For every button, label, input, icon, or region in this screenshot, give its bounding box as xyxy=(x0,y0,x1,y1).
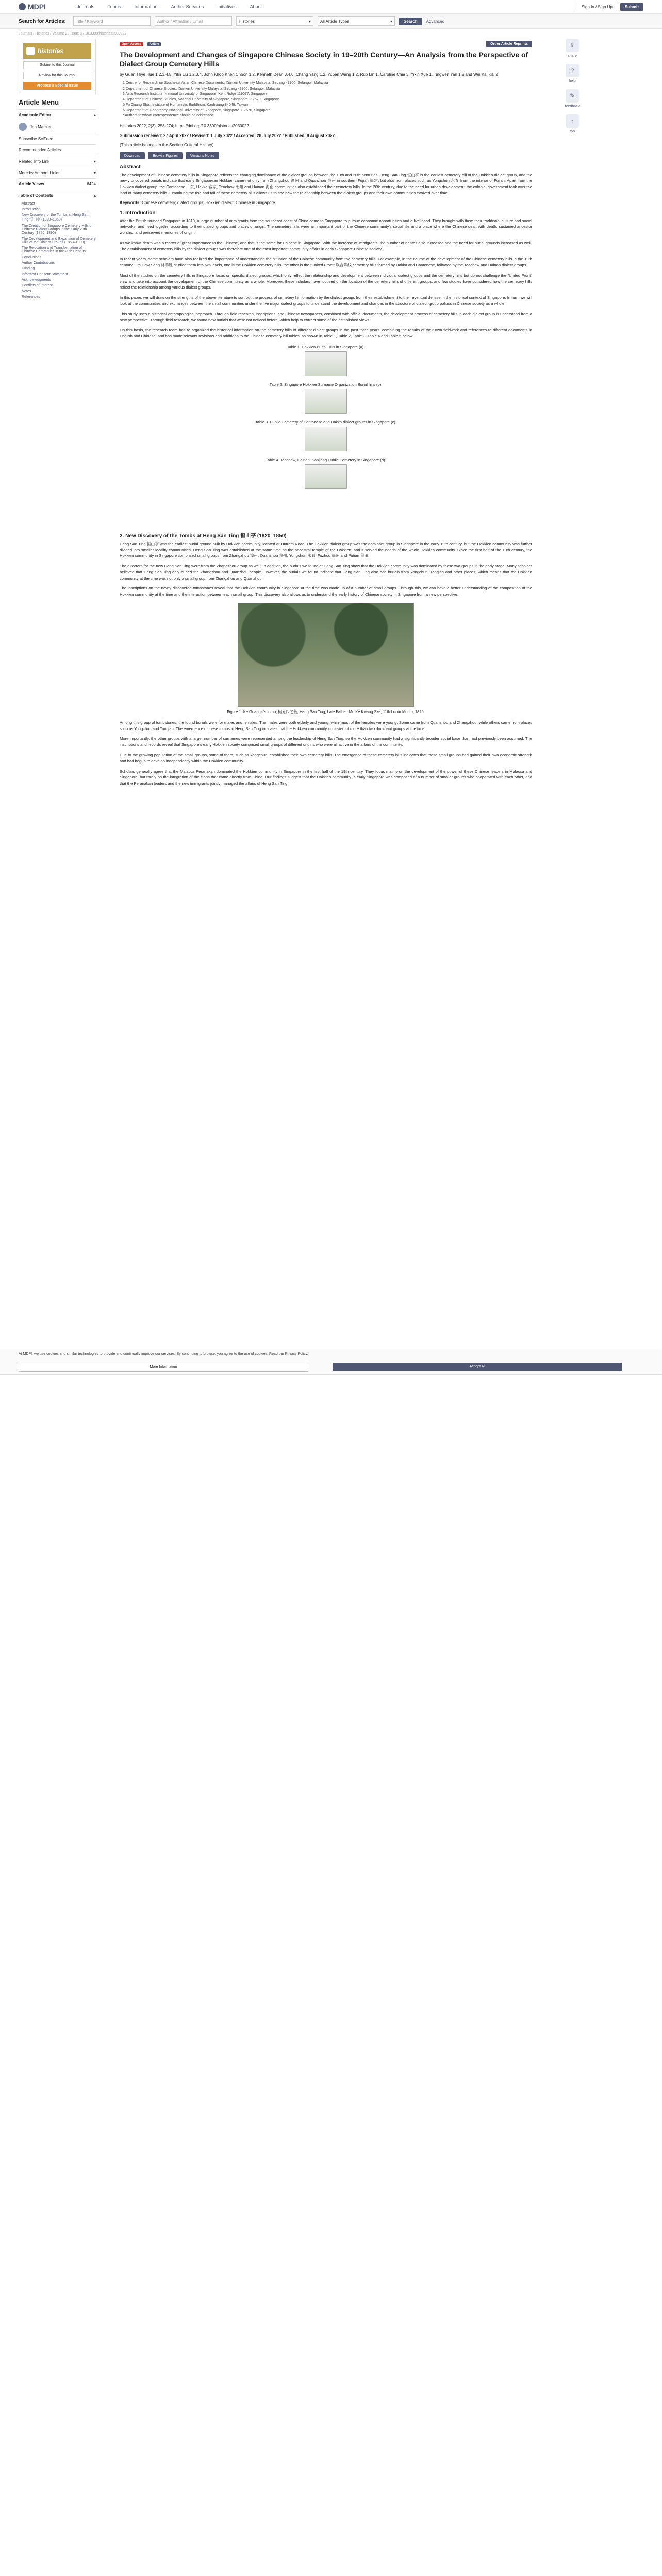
toc-item[interactable]: The Relocation and Transformation of Chinese Cemeteries in the 20th Century xyxy=(22,246,86,253)
article-type-select[interactable]: All Article Types ▾ xyxy=(318,16,395,26)
abstract-heading: Abstract xyxy=(120,164,141,170)
title-keyword-input[interactable]: Title / Keyword xyxy=(73,16,151,26)
journal-logo[interactable]: histories xyxy=(23,43,91,59)
article-type-badge: Article xyxy=(147,42,161,46)
paragraph: Due to the growing population of the small groups, some of them, such as Yongchun, established their own cemetery hills. The emergence of these cemetery hills indicates that these small groups had gained their own economic strength and had begun to develop independently within the Hokkien community. xyxy=(120,753,532,764)
download-button[interactable]: Download xyxy=(120,152,145,159)
table-4 xyxy=(120,457,532,490)
paragraph: As we know, death was a matter of great importance to the Chinese, and that is the same for Chinese in Singapore. With the increase of immigrants, the number of deaths also increased and the need for burial grounds increased as well. The establishment of cemetery hills by the dialect groups was therefore one of the most important community affairs in early Singapore Chinese society. xyxy=(120,240,532,251)
cookie-accept-button[interactable]: Accept All xyxy=(333,1363,622,1371)
paragraph: After the British founded Singapore in 1819, a large number of immigrants from the southeast coast of China came to Singapore to pursue economic opportunities and a livelihood. They brought with them their traditional culture and social networks, and lived together according to their dialect groups and places of origin. The cemetery hills were an important part of the Chinese community's social life and a place where the Chinese dealt with death, sustained ancestor worship, and preserved memories of origin. xyxy=(120,218,532,235)
propose-special-issue-button[interactable]: Propose a Special Issue xyxy=(23,82,91,90)
paragraph: Among this group of tombstones, the found burials were for males and females. The males were both elderly and young, while most of the females were young. Some came from Quanzhou and Zhangzhou, while others came from places such as Yongchun and Tong'an. The emergence of these tombs in Heng San Ting indicates that the Hokkien community consisted of more than two dominant groups at the time. xyxy=(120,720,532,731)
top-label: top xyxy=(570,130,575,133)
share-label: share xyxy=(568,54,577,58)
right-tools xyxy=(557,39,588,791)
toc-header[interactable]: Table of Contents ▴ xyxy=(19,190,96,201)
table-2 xyxy=(120,382,532,415)
back-to-top-icon[interactable]: ↑ xyxy=(566,114,579,128)
affiliation: 3 Asia Research Institute, National University of Singapore, Kent Ridge 119077, Singapore xyxy=(123,92,268,96)
affiliation: 4 Department of Chinese Studies, National University of Singapore, Singapore 117570, Singapore xyxy=(123,97,279,101)
academic-editor-section[interactable]: Academic Editor ▴ xyxy=(19,109,96,121)
toc-item[interactable]: Introduction xyxy=(22,208,41,211)
cookie-text: At MDPI, we use cookies and similar technologies to provide and continually improve our services. By continuing to browse, you agree to the use of cookies. Read our Privacy Policy. xyxy=(19,1352,308,1356)
help-label: help xyxy=(569,79,576,83)
figure-1 xyxy=(120,603,532,715)
toc-item[interactable]: Informed Consent Statement xyxy=(22,273,68,276)
chevron-down-icon: ▾ xyxy=(93,171,96,175)
keywords: Keywords: Chinese cemetery; dialect groups; Hokkien dialect; Chinese in Singapore xyxy=(120,200,275,205)
paragraph: On this basis, the research team has re-organized the historical information on the cemetery hills of different dialect groups in the past three years, combining the results of their own fieldwork and references to different documents in English and Chinese, and has made relevant revisions and additions to the Chinese cemetery hill tables, as shown in Table 1, Table 2, Table 3, Table 4 and Table 5 below. xyxy=(120,328,532,339)
related-info-link[interactable]: Related Info Link ▾ xyxy=(19,156,96,167)
table-caption: Table 3. Public Cemetery of Cantonese and Hakka dialect groups in Singapore (c). xyxy=(255,419,396,425)
open-access-badge: Open Access xyxy=(120,42,143,46)
paragraph: In recent years, some scholars have also realized the importance of understanding the situation of the Chinese community from the cemetery hills. For example, in the course of the development of the Chinese cemetery hills in the 19th century, Lim How Seng 林孝胜 studied them into two levels, one is the Hokkien cemetery hills, the other is the "United Front" 联合阵线 cemetery hills formed by Hakka and Cantonese, followed by the Teochew and Hainan dialect groups. xyxy=(120,257,532,268)
nav-topics[interactable]: Topics xyxy=(108,4,121,9)
toc-item[interactable]: The Development and Expansion of Cemetery Hills of the Dialect Groups (1850–1900) xyxy=(22,237,96,244)
toc-item[interactable]: The Creation of Singapore Cemetery Hills of Chinese Dialect Groups in the Early 20th Century (1820–1890) xyxy=(22,224,93,235)
author-list[interactable]: by Guan Thye Hue 1,2,3,4,5, Yilin Liu 1,2,3,4, John Khoo Khen Choon 1,2, Kenneth Dean 3,4,6, Chang Yang 1,2, Yuben Wang 1,2, Ruo Lin 1, Caroline Chia 3, Yixin Xue 1, Tingwen Yan 1,2 and Wei Kai Kai 2 xyxy=(120,72,498,77)
toc-item[interactable]: Funding xyxy=(22,267,35,270)
table-caption: Table 1. Hokkien Burial Hills in Singapore (a). xyxy=(287,344,365,349)
toc-item[interactable]: Author Contributions xyxy=(22,261,55,265)
nav-initiatives[interactable]: Initiatives xyxy=(217,4,237,9)
affiliation: * Authors to whom correspondence should be addressed. xyxy=(123,114,214,117)
paragraph: This study uses a historical anthropological approach. Through field research, inscriptions, and Chinese newspapers, combined with official documents, the development process of cemetery hills in each dialect group is understood from a new perspective. Through field research, we found new burials that were not noticed before, which help to correct some of the established views. xyxy=(120,311,532,323)
toc-item[interactable]: Conflicts of Interest xyxy=(22,284,53,287)
chevron-down-icon: ▾ xyxy=(390,19,392,24)
journal-box xyxy=(19,39,96,94)
chevron-down-icon: ▾ xyxy=(308,19,311,24)
top-navigation xyxy=(0,0,662,14)
article-views: Article Views 6424 xyxy=(19,178,96,190)
recommended-articles[interactable]: Recommended Articles xyxy=(19,144,96,156)
figure-caption: Figure 1. Ke Guangsi's tomb, 柯光四之墓, Heng San Ting, Late Father, Mr. Ke Kwang Sze, 11th Lunar Month, 1826. xyxy=(227,709,425,714)
article-title: The Development and Changes of Singapore Chinese Society in 19–20th Century—An Analysis from the Perspective of Dialect Group Cemetery Hills xyxy=(120,50,528,68)
section-heading-introduction: 1. Introduction xyxy=(120,210,156,216)
paragraph: More importantly, the other groups with a larger number of surnames were represented among the leadership of Heng San Ting, so the Hokkien community had a significantly broader social base than had previously been assumed. The inscriptions and records reveal that Singapore's early Hokkien society comprised small groups of different origins who were all active in the affairs of the community. xyxy=(120,736,532,748)
toc-item[interactable]: Acknowledgments xyxy=(22,278,51,282)
nav-journals[interactable]: Journals xyxy=(77,4,95,9)
subscribe-scifeed[interactable]: Subscribe SciFeed xyxy=(19,133,96,144)
paragraph: The directors for the new Heng San Ting were from the Zhangzhou group as well. In addition, the burials we found at Heng San Ting show that the Hokkien community was dominated by these two groups in the early stage. Many scholars believed that Heng San Ting only buried the Zhangzhou and Quanzhou people. However, the burials we found indicate that Heng San Ting also had burials from Yongchun, Tong'an and other places, which means that the Hokkien community at the time was not only a small group from Zhangzhou and Quanzhou. xyxy=(120,564,532,581)
advanced-search-link[interactable]: Advanced xyxy=(426,19,445,24)
editor-entry[interactable]: Jon Mathieu xyxy=(19,121,96,133)
table-caption: Table 4. Teochew, Hainan, Sanjiang Public Cemetery in Singapore (d). xyxy=(266,457,386,462)
affiliations xyxy=(120,81,532,119)
avatar xyxy=(19,123,27,131)
share-icon[interactable]: ⇪ xyxy=(566,39,579,52)
affiliation: 5 Fu Guang Shan Institute of Humanistic Buddhism, Kaohsiung 84049, Taiwan xyxy=(123,103,249,107)
table-3 xyxy=(120,420,532,452)
affiliation: 1 Centre for Research on Southeast Asian Chinese Documents, Xiamen University Malaysia, Sepang 43900, Selangor, Malaysia xyxy=(123,81,328,85)
breadcrumb[interactable]: Journals / Histories / Volume 2 / Issue 3 / 10.3390/histories2030022 xyxy=(19,32,127,36)
paragraph: Heng San Ting 恒山亭 was the earliest burial ground built by Hokkien community, located at Outram Road. The Hokkien dialect group was the dominant group in Singapore in the early 19th century, but the Hokkien community was further divided into smaller locality communities. Heng San Ting was established at the same time as the ancestral temple of the Hokkien, and it served the needs of the whole Hokkien community. Since the first half of the 19th century, the Hokkien community in Singapore comprised small groups from Zhangzhou 漳州, Quanzhou 泉州, Yongchun 永春, Fuzhou 福州 and Putian 莆田. xyxy=(120,541,532,558)
tomb-photo[interactable] xyxy=(238,603,414,707)
table-thumbnail[interactable] xyxy=(305,464,347,489)
main-nav xyxy=(77,4,262,9)
paragraph: Most of the studies on the cemetery hills in Singapore focus on specific dialect groups, which only reflect the relationship and development between individual dialect groups and the cemetery hills but do not challenge the "United Front" view and take into account the development of the Chinese community as a whole. Moreover, these scholars have focused on the location of the cemetery hills of different groups, and few studies have considered how the cemetery hills reflect the relationship among various dialect groups. xyxy=(120,273,532,290)
journal-logo-icon xyxy=(26,47,35,55)
table-of-contents xyxy=(19,201,96,300)
paragraph: The inscriptions on the newly discovered tombstones reveal that the Hokkien community in Singapore at the time was made up of a number of small groups. Through this, we can have a better understanding of the composition of the Hokkien community at the time and the interaction between each small group. This discovery also allows us to understand the early history of Chinese society in Singapore from a new perspective. xyxy=(120,586,532,597)
toc-item[interactable]: References xyxy=(22,295,40,299)
search-button[interactable]: Search xyxy=(399,18,422,25)
search-bar xyxy=(0,14,662,29)
more-by-authors[interactable]: More by Authors Links ▾ xyxy=(19,167,96,178)
search-label: Search for Articles: xyxy=(19,18,66,24)
table-thumbnail[interactable] xyxy=(305,351,347,376)
abstract-text: The development of Chinese cemetery hills in Singapore reflects the changing dominance of the dialect groups between the 19th and 20th centuries. Heng San Ting 恒山亭 is the earliest cemetery hill of the Hokkien dialect group, and the newly uncovered burials indicate that early Singaporean Hokkien came not only from Zhangzhou 漳州 and Quanzhou 泉州 in southern Fujian 福建, but also from places such as Yongchun 永春 from the interior of Fujian. Apart from the Hokkien dialect group, the Cantonese 广东, Hakka 客家, Teochew 潮州 and Hainan 海南 communities also established their cemetery hills. In the 20th century, due to the need for urban development, the colonial government took over the land of many cemetery hills. Examining the rise and fall of these cemetery hills allows us to see how the relationship between the dialect groups and their own communities evolved over time. xyxy=(120,172,532,195)
left-sidebar xyxy=(19,39,96,791)
submit-to-journal-button[interactable]: Submit to this Journal xyxy=(23,61,91,69)
versions-notes-button[interactable]: Versions Notes xyxy=(186,152,219,159)
chevron-down-icon: ▾ xyxy=(93,159,96,164)
article-menu-title: Article Menu xyxy=(19,98,59,106)
table-1 xyxy=(120,345,532,377)
mdpi-logo[interactable]: MDPI xyxy=(19,3,46,11)
mdpi-logo-icon xyxy=(19,3,26,10)
browse-figures-button[interactable]: Browse Figures xyxy=(148,152,183,159)
chevron-up-icon: ▴ xyxy=(93,113,96,117)
article-main xyxy=(120,39,532,791)
table-thumbnail[interactable] xyxy=(305,427,347,451)
affiliation: 2 Department of Chinese Studies, Xiamen University Malaysia, Sepang 43900, Selangor, Malaysia xyxy=(123,87,280,91)
nav-about[interactable]: About xyxy=(250,4,262,9)
cookie-banner xyxy=(0,1349,662,1375)
toc-item[interactable]: Abstract xyxy=(22,202,35,206)
author-input[interactable]: Author / Affiliation / Email xyxy=(155,16,232,26)
toc-item[interactable]: Conclusions xyxy=(22,256,42,259)
sign-in-button[interactable]: Sign In / Sign Up xyxy=(577,3,617,11)
submit-button[interactable]: Submit xyxy=(620,3,643,11)
journal-select[interactable]: Histories ▾ xyxy=(236,16,313,26)
paragraph: Scholars generally agree that the Malacca Peranakan dominated the Hokkien community in Singapore in the first half of the 19th century. They focus mainly on the development of the power of these Chinese leaders in Malacca and Singapore, but rarely on the integration of the clans that came directly from China. Our findings suggest that the Hokkien community in early Singapore was composed of a number of smaller groups who cooperated with each other, and that the Peranakan leaders and the new immigrants jointly managed the affairs of Heng San Ting. xyxy=(120,769,532,786)
paragraph: In this paper, we will draw on the strengths of the above literature to sort out the process of cemetery hill formation by the dialect groups from their establishment to their eventual demise in the historical context of Singapore. In turn, we will look at the communities and exchanges between the small communities under the five major dialect groups to understand the development and changes in the structure of dialect group politics in Chinese society as a whole. xyxy=(120,295,532,306)
help-icon[interactable]: ? xyxy=(566,64,579,77)
publication-dates: Submission received: 27 April 2022 / Revised: 1 July 2022 / Accepted: 28 July 2022 / Published: 8 August 2022 xyxy=(120,133,335,138)
citation[interactable]: Histories 2022, 2(3), 258-274; https://doi.org/10.3390/histories2030022 xyxy=(120,123,249,128)
table-caption: Table 2. Singapore Hokkien Surname Organization Burial hills (b). xyxy=(269,382,383,387)
order-reprints-button[interactable]: Order Article Reprints xyxy=(486,41,532,47)
toc-item[interactable]: Notes xyxy=(22,290,31,293)
feedback-icon[interactable]: ✎ xyxy=(566,89,579,103)
section-heading-2: 2. New Discovery of the Tombs at Heng San Ting 恒山亭 (1820–1850) xyxy=(120,533,287,539)
cookie-more-info-button[interactable]: More Information xyxy=(19,1363,308,1372)
toc-item[interactable]: New Discovery of the Tombs at Heng San Ting 恒山亭 (1820–1850) xyxy=(22,213,89,222)
table-thumbnail[interactable] xyxy=(305,389,347,414)
feedback-label: feedback xyxy=(565,105,580,108)
section-note[interactable]: (This article belongs to the Section Cultural History) xyxy=(120,142,214,147)
review-for-journal-button[interactable]: Review for this Journal xyxy=(23,72,91,79)
nav-information[interactable]: Information xyxy=(134,4,158,9)
chevron-up-icon: ▴ xyxy=(93,193,96,198)
affiliation: 6 Department of Geography, National University of Singapore, Singapore 117570, Singapore xyxy=(123,108,271,112)
nav-author-services[interactable]: Author Services xyxy=(171,4,204,9)
